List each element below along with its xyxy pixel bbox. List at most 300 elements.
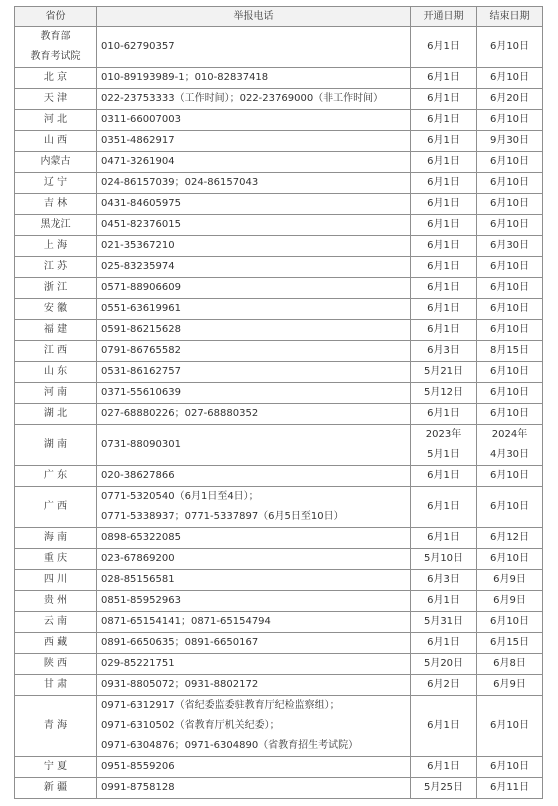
cell-end-date-text: 4月30日 — [489, 449, 530, 460]
cell-phone-text: 0898-65322085 — [101, 532, 181, 543]
cell-province — [15, 633, 97, 654]
cell-start-date — [411, 778, 477, 799]
cell-province-text: 天 津 — [43, 93, 68, 104]
cell-end-date — [477, 236, 543, 257]
table-row — [15, 89, 543, 110]
cell-province — [15, 27, 97, 68]
cell-end-date-text: 6月10日 — [489, 261, 530, 272]
cell-province-text: 广 东 — [43, 470, 68, 481]
cell-start-date — [411, 591, 477, 612]
table-row — [15, 320, 543, 341]
cell-end-date-text: 9月30日 — [489, 135, 530, 146]
cell-phone-text: 0551-63619961 — [101, 303, 181, 314]
cell-province-text: 辽 宁 — [43, 177, 68, 188]
cell-start-date-text: 5月25日 — [423, 782, 464, 793]
cell-province-text: 江 苏 — [43, 261, 68, 272]
cell-end-date — [477, 570, 543, 591]
cell-phone-text: 0311-66007003 — [101, 114, 181, 125]
cell-province — [15, 152, 97, 173]
cell-start-date-text: 6月1日 — [427, 114, 460, 125]
cell-province-text: 教育部 — [40, 31, 71, 42]
cell-phone — [97, 341, 411, 362]
cell-start-date — [411, 131, 477, 152]
cell-phone — [97, 27, 411, 68]
cell-province-text: 河 北 — [43, 114, 68, 125]
report-hotline-table — [14, 6, 543, 799]
cell-start-date-text: 6月1日 — [427, 324, 460, 335]
cell-province-text: 北 京 — [43, 72, 68, 83]
cell-end-date — [477, 778, 543, 799]
cell-end-date — [477, 173, 543, 194]
cell-end-date-text: 6月9日 — [493, 679, 526, 690]
table-row — [15, 383, 543, 404]
table-row — [15, 570, 543, 591]
cell-phone-text: 0971-6304876；0971-6304890（省教育招生考试院） — [101, 740, 359, 751]
table-row — [15, 404, 543, 425]
cell-phone — [97, 549, 411, 570]
cell-end-date — [477, 27, 543, 68]
cell-end-date — [477, 257, 543, 278]
cell-start-date-text: 6月1日 — [427, 240, 460, 251]
cell-phone-text: 0931-8805072；0931-8802172 — [101, 679, 259, 690]
cell-province-text: 山 西 — [43, 135, 68, 146]
cell-end-date — [477, 487, 543, 528]
header-province: 省份 — [15, 7, 97, 27]
cell-end-date — [477, 633, 543, 654]
cell-end-date — [477, 194, 543, 215]
cell-phone-text: 0571-88906609 — [101, 282, 181, 293]
table-row — [15, 152, 543, 173]
cell-start-date-text: 6月1日 — [427, 156, 460, 167]
cell-province — [15, 654, 97, 675]
cell-start-date — [411, 110, 477, 131]
cell-phone — [97, 257, 411, 278]
cell-province — [15, 675, 97, 696]
cell-start-date — [411, 215, 477, 236]
cell-province — [15, 528, 97, 549]
cell-start-date — [411, 757, 477, 778]
cell-start-date — [411, 487, 477, 528]
cell-province — [15, 278, 97, 299]
cell-end-date-text: 6月8日 — [493, 658, 526, 669]
cell-end-date — [477, 89, 543, 110]
table-row — [15, 194, 543, 215]
cell-province-text: 广 西 — [43, 501, 68, 512]
cell-phone-text: 0531-86162757 — [101, 366, 181, 377]
cell-province-text: 上 海 — [43, 240, 68, 251]
cell-phone — [97, 404, 411, 425]
cell-end-date-text: 6月10日 — [489, 501, 530, 512]
cell-end-date-text: 2024年 — [491, 429, 528, 440]
cell-end-date-text: 6月11日 — [489, 782, 530, 793]
cell-phone-text: 023-67869200 — [101, 553, 175, 564]
cell-end-date-text: 8月15日 — [489, 345, 530, 356]
cell-province — [15, 466, 97, 487]
cell-start-date — [411, 528, 477, 549]
cell-province-text: 安 徽 — [43, 303, 68, 314]
cell-start-date — [411, 362, 477, 383]
cell-phone — [97, 633, 411, 654]
cell-end-date — [477, 404, 543, 425]
cell-start-date-text: 5月12日 — [423, 387, 464, 398]
cell-start-date-text: 5月21日 — [423, 366, 464, 377]
cell-phone-text: 0871-65154141；0871-65154794 — [101, 616, 271, 627]
cell-end-date-text: 6月10日 — [489, 366, 530, 377]
cell-start-date-text: 6月1日 — [427, 41, 460, 52]
table-row — [15, 362, 543, 383]
cell-province-text: 黑龙江 — [40, 219, 71, 230]
cell-end-date — [477, 68, 543, 89]
cell-phone — [97, 68, 411, 89]
cell-start-date-text: 6月1日 — [427, 303, 460, 314]
cell-start-date — [411, 194, 477, 215]
cell-start-date-text: 2023年 — [425, 429, 462, 440]
cell-phone — [97, 152, 411, 173]
cell-phone — [97, 528, 411, 549]
cell-phone-text: 0771-5338937；0771-5337897（6月5日至10日） — [101, 511, 344, 522]
cell-start-date-text: 6月1日 — [427, 282, 460, 293]
cell-phone-text: 027-68880226；027-68880352 — [101, 408, 259, 419]
cell-end-date — [477, 612, 543, 633]
table-row — [15, 612, 543, 633]
cell-end-date — [477, 466, 543, 487]
cell-end-date-text: 6月10日 — [489, 41, 530, 52]
cell-end-date-text: 6月10日 — [489, 219, 530, 230]
cell-end-date — [477, 110, 543, 131]
cell-province — [15, 757, 97, 778]
cell-phone — [97, 425, 411, 466]
cell-phone — [97, 320, 411, 341]
cell-phone-text: 0851-85952963 — [101, 595, 181, 606]
cell-start-date-text: 6月1日 — [427, 470, 460, 481]
cell-province — [15, 89, 97, 110]
cell-phone — [97, 757, 411, 778]
cell-phone — [97, 278, 411, 299]
table-row — [15, 257, 543, 278]
cell-start-date — [411, 173, 477, 194]
table-row — [15, 110, 543, 131]
cell-end-date-text: 6月10日 — [489, 553, 530, 564]
cell-phone — [97, 778, 411, 799]
table-row — [15, 278, 543, 299]
cell-end-date — [477, 131, 543, 152]
table-row — [15, 425, 543, 466]
cell-province — [15, 194, 97, 215]
cell-start-date — [411, 675, 477, 696]
cell-province — [15, 215, 97, 236]
cell-phone — [97, 236, 411, 257]
cell-end-date-text: 6月10日 — [489, 177, 530, 188]
cell-start-date-text: 6月2日 — [427, 679, 460, 690]
cell-end-date — [477, 152, 543, 173]
cell-phone — [97, 110, 411, 131]
cell-end-date — [477, 215, 543, 236]
cell-phone-text: 020-38627866 — [101, 470, 175, 481]
cell-start-date-text: 6月1日 — [427, 720, 460, 731]
cell-province — [15, 341, 97, 362]
cell-start-date-text: 6月1日 — [427, 408, 460, 419]
cell-phone-text: 029-85221751 — [101, 658, 175, 669]
cell-start-date-text: 6月1日 — [427, 72, 460, 83]
cell-start-date — [411, 320, 477, 341]
cell-start-date — [411, 466, 477, 487]
cell-phone — [97, 131, 411, 152]
cell-province-text: 青 海 — [43, 720, 68, 731]
cell-end-date — [477, 383, 543, 404]
cell-start-date — [411, 425, 477, 466]
cell-start-date — [411, 236, 477, 257]
cell-phone-text: 0771-5320540（6月1日至4日）； — [101, 491, 259, 502]
cell-province — [15, 257, 97, 278]
cell-start-date-text: 6月1日 — [427, 93, 460, 104]
table-row — [15, 633, 543, 654]
cell-province — [15, 362, 97, 383]
cell-start-date — [411, 299, 477, 320]
cell-start-date — [411, 152, 477, 173]
cell-phone — [97, 466, 411, 487]
cell-phone — [97, 362, 411, 383]
cell-province-text: 云 南 — [43, 616, 68, 627]
cell-phone-text: 0891-6650635；0891-6650167 — [101, 637, 259, 648]
table-row — [15, 778, 543, 799]
cell-phone-text: 0591-86215628 — [101, 324, 181, 335]
cell-phone-text: 0971-6312917（省纪委监委驻教育厅纪检监察组）； — [101, 700, 340, 711]
cell-phone — [97, 383, 411, 404]
table-row — [15, 696, 543, 757]
table-row — [15, 487, 543, 528]
cell-start-date-text: 5月10日 — [423, 553, 464, 564]
cell-province-text: 江 西 — [43, 345, 68, 356]
header-start-date: 开通日期 — [411, 7, 477, 27]
cell-province-text: 甘 肃 — [43, 679, 68, 690]
cell-end-date — [477, 696, 543, 757]
cell-phone-text: 025-83235974 — [101, 261, 175, 272]
cell-province — [15, 383, 97, 404]
table-row — [15, 236, 543, 257]
header-end-date: 结束日期 — [477, 7, 543, 27]
cell-province — [15, 131, 97, 152]
cell-province-text: 四 川 — [43, 574, 68, 585]
cell-province-text: 重 庆 — [43, 553, 68, 564]
cell-end-date-text: 6月10日 — [489, 324, 530, 335]
cell-start-date — [411, 696, 477, 757]
cell-phone-text: 0731-88090301 — [101, 439, 181, 450]
cell-phone — [97, 173, 411, 194]
cell-province-text: 教育考试院 — [30, 51, 81, 62]
report-hotline-table-container — [14, 6, 542, 799]
cell-phone-text: 010-89193989-1；010-82837418 — [101, 72, 269, 83]
cell-phone — [97, 696, 411, 757]
cell-start-date — [411, 89, 477, 110]
cell-end-date-text: 6月10日 — [489, 387, 530, 398]
table-row — [15, 675, 543, 696]
cell-province-text: 陕 西 — [43, 658, 68, 669]
cell-start-date — [411, 612, 477, 633]
cell-province — [15, 68, 97, 89]
cell-province — [15, 425, 97, 466]
cell-end-date-text: 6月10日 — [489, 114, 530, 125]
table-row — [15, 299, 543, 320]
cell-start-date-text: 5月31日 — [423, 616, 464, 627]
cell-start-date-text: 6月1日 — [427, 219, 460, 230]
cell-start-date-text: 6月1日 — [427, 637, 460, 648]
cell-start-date-text: 6月1日 — [427, 532, 460, 543]
cell-province — [15, 299, 97, 320]
cell-start-date — [411, 654, 477, 675]
table-row — [15, 341, 543, 362]
cell-phone-text: 0791-86765582 — [101, 345, 181, 356]
cell-phone-text: 0371-55610639 — [101, 387, 181, 398]
cell-province-text: 福 建 — [43, 324, 68, 335]
cell-phone — [97, 487, 411, 528]
cell-start-date-text: 6月3日 — [427, 574, 460, 585]
header-phone: 举报电话 — [97, 7, 411, 27]
cell-end-date — [477, 591, 543, 612]
cell-end-date — [477, 299, 543, 320]
cell-start-date-text: 5月20日 — [423, 658, 464, 669]
table-row — [15, 27, 543, 68]
cell-start-date-text: 6月1日 — [427, 595, 460, 606]
cell-end-date-text: 6月10日 — [489, 470, 530, 481]
cell-start-date-text: 6月1日 — [427, 135, 460, 146]
cell-province — [15, 591, 97, 612]
cell-end-date-text: 6月20日 — [489, 93, 530, 104]
cell-end-date — [477, 362, 543, 383]
cell-end-date — [477, 654, 543, 675]
cell-phone-text: 0471-3261904 — [101, 156, 175, 167]
cell-end-date — [477, 278, 543, 299]
cell-end-date-text: 6月10日 — [489, 72, 530, 83]
cell-start-date — [411, 341, 477, 362]
cell-phone-text: 028-85156581 — [101, 574, 175, 585]
cell-end-date-text: 6月12日 — [489, 532, 530, 543]
cell-phone — [97, 591, 411, 612]
cell-end-date-text: 6月10日 — [489, 408, 530, 419]
cell-phone-text: 0351-4862917 — [101, 135, 175, 146]
cell-end-date — [477, 320, 543, 341]
cell-phone — [97, 612, 411, 633]
cell-end-date-text: 6月10日 — [489, 761, 530, 772]
cell-start-date — [411, 257, 477, 278]
cell-start-date — [411, 68, 477, 89]
cell-end-date-text: 6月9日 — [493, 595, 526, 606]
cell-province-text: 贵 州 — [43, 595, 68, 606]
cell-start-date — [411, 383, 477, 404]
table-row — [15, 173, 543, 194]
cell-end-date — [477, 549, 543, 570]
cell-phone-text: 024-86157039；024-86157043 — [101, 177, 259, 188]
cell-start-date-text: 5月1日 — [427, 449, 460, 460]
cell-province — [15, 236, 97, 257]
cell-province — [15, 778, 97, 799]
cell-province — [15, 110, 97, 131]
cell-start-date-text: 6月1日 — [427, 761, 460, 772]
cell-phone-text: 022-23753333（工作时间）；022-23769000（非工作时间） — [101, 93, 384, 104]
cell-province-text: 海 南 — [43, 532, 68, 543]
cell-start-date-text: 6月1日 — [427, 198, 460, 209]
table-row — [15, 131, 543, 152]
table-row — [15, 68, 543, 89]
cell-phone — [97, 299, 411, 320]
cell-end-date-text: 6月15日 — [489, 637, 530, 648]
cell-end-date — [477, 425, 543, 466]
cell-province-text: 吉 林 — [43, 198, 68, 209]
cell-start-date — [411, 549, 477, 570]
table-row — [15, 757, 543, 778]
cell-phone-text: 010-62790357 — [101, 41, 175, 52]
table-row — [15, 466, 543, 487]
cell-phone-text: 0971-6310502（省教育厅机关纪委）； — [101, 720, 280, 731]
cell-end-date-text: 6月10日 — [489, 198, 530, 209]
cell-province-text: 湖 北 — [43, 408, 68, 419]
cell-end-date-text: 6月10日 — [489, 282, 530, 293]
cell-province-text: 浙 江 — [43, 282, 68, 293]
table-row — [15, 654, 543, 675]
cell-end-date-text: 6月10日 — [489, 303, 530, 314]
cell-province — [15, 549, 97, 570]
cell-start-date — [411, 570, 477, 591]
cell-province — [15, 487, 97, 528]
table-header-row — [15, 7, 543, 27]
cell-province — [15, 612, 97, 633]
cell-phone-text: 0451-82376015 — [101, 219, 181, 230]
table-row — [15, 591, 543, 612]
cell-province-text: 湖 南 — [43, 439, 68, 450]
cell-phone — [97, 89, 411, 110]
cell-start-date — [411, 27, 477, 68]
cell-phone-text: 0991-8758128 — [101, 782, 175, 793]
cell-end-date-text: 6月10日 — [489, 616, 530, 627]
cell-start-date — [411, 404, 477, 425]
cell-start-date-text: 6月1日 — [427, 261, 460, 272]
cell-province-text: 河 南 — [43, 387, 68, 398]
cell-phone — [97, 570, 411, 591]
cell-phone — [97, 215, 411, 236]
table-row — [15, 215, 543, 236]
cell-phone — [97, 194, 411, 215]
cell-phone — [97, 654, 411, 675]
cell-start-date-text: 6月3日 — [427, 345, 460, 356]
cell-end-date-text: 6月9日 — [493, 574, 526, 585]
cell-province — [15, 696, 97, 757]
cell-end-date — [477, 341, 543, 362]
cell-province — [15, 173, 97, 194]
cell-end-date-text: 6月10日 — [489, 156, 530, 167]
cell-start-date — [411, 633, 477, 654]
cell-end-date — [477, 757, 543, 778]
cell-end-date-text: 6月10日 — [489, 720, 530, 731]
cell-end-date-text: 6月30日 — [489, 240, 530, 251]
cell-province — [15, 570, 97, 591]
table-row — [15, 549, 543, 570]
cell-start-date-text: 6月1日 — [427, 501, 460, 512]
cell-phone-text: 0431-84605975 — [101, 198, 181, 209]
cell-phone-text: 021-35367210 — [101, 240, 175, 251]
cell-end-date — [477, 675, 543, 696]
cell-province-text: 宁 夏 — [43, 761, 68, 772]
cell-start-date-text: 6月1日 — [427, 177, 460, 188]
cell-province-text: 新 疆 — [43, 782, 68, 793]
cell-end-date — [477, 528, 543, 549]
cell-province — [15, 320, 97, 341]
cell-phone — [97, 675, 411, 696]
table-body — [15, 27, 543, 799]
table-row — [15, 528, 543, 549]
cell-phone-text: 0951-8559206 — [101, 761, 175, 772]
cell-start-date — [411, 278, 477, 299]
cell-province-text: 西 藏 — [43, 637, 68, 648]
cell-province-text: 山 东 — [43, 366, 68, 377]
